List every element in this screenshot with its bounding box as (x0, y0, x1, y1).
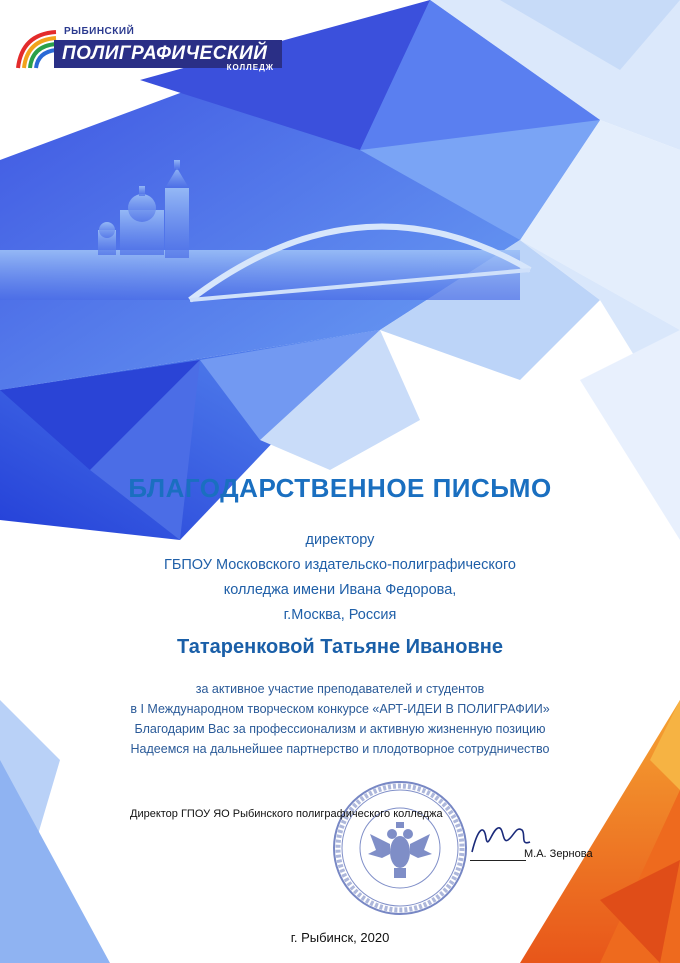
body-line-2: в I Международном творческом конкурсе «АРТ-ИДЕИ В ПОЛИГРАФИИ» (130, 702, 550, 716)
recipient-line-3: колледжа имени Ивана Федорова, (223, 582, 457, 598)
body-line-3: Благодарим Вас за профессионализм и активную жизненную позицию (134, 722, 546, 736)
logo-main-text: ПОЛИГРАФИЧЕСКИЙ (62, 43, 268, 64)
recipient-line-4: г.Москва, Россия (283, 607, 397, 623)
signature-line (470, 860, 526, 861)
college-logo (12, 22, 284, 74)
signer-name: М.А. Зернова (524, 848, 593, 860)
official-seal (330, 778, 470, 918)
recipient-line-1: директору (305, 532, 375, 548)
logo-sub-text: КОЛЛЕДЖ (226, 63, 274, 72)
certificate-title: БЛАГОДАРСТВЕННОЕ ПИСЬМО (128, 473, 552, 503)
recipient-line-2: ГБПОУ Московского издательско-полиграфического (164, 557, 516, 573)
recipient-name: Татаренковой Татьяне Ивановне (177, 636, 503, 658)
facet (580, 330, 680, 540)
body-line-4: Надеемся на дальнейшее партнерство и плодотворное сотрудничество (130, 742, 550, 756)
signer-position: Директор ГПОУ ЯО Рыбинского полиграфического колледжа (130, 808, 443, 820)
place-and-year: г. Рыбинск, 2020 (290, 930, 390, 945)
double-headed-eagle-icon (368, 822, 432, 878)
logo-small-text: РЫБИНСКИЙ (64, 26, 135, 37)
body-line-1: за активное участие преподавателей и студентов (195, 682, 485, 696)
